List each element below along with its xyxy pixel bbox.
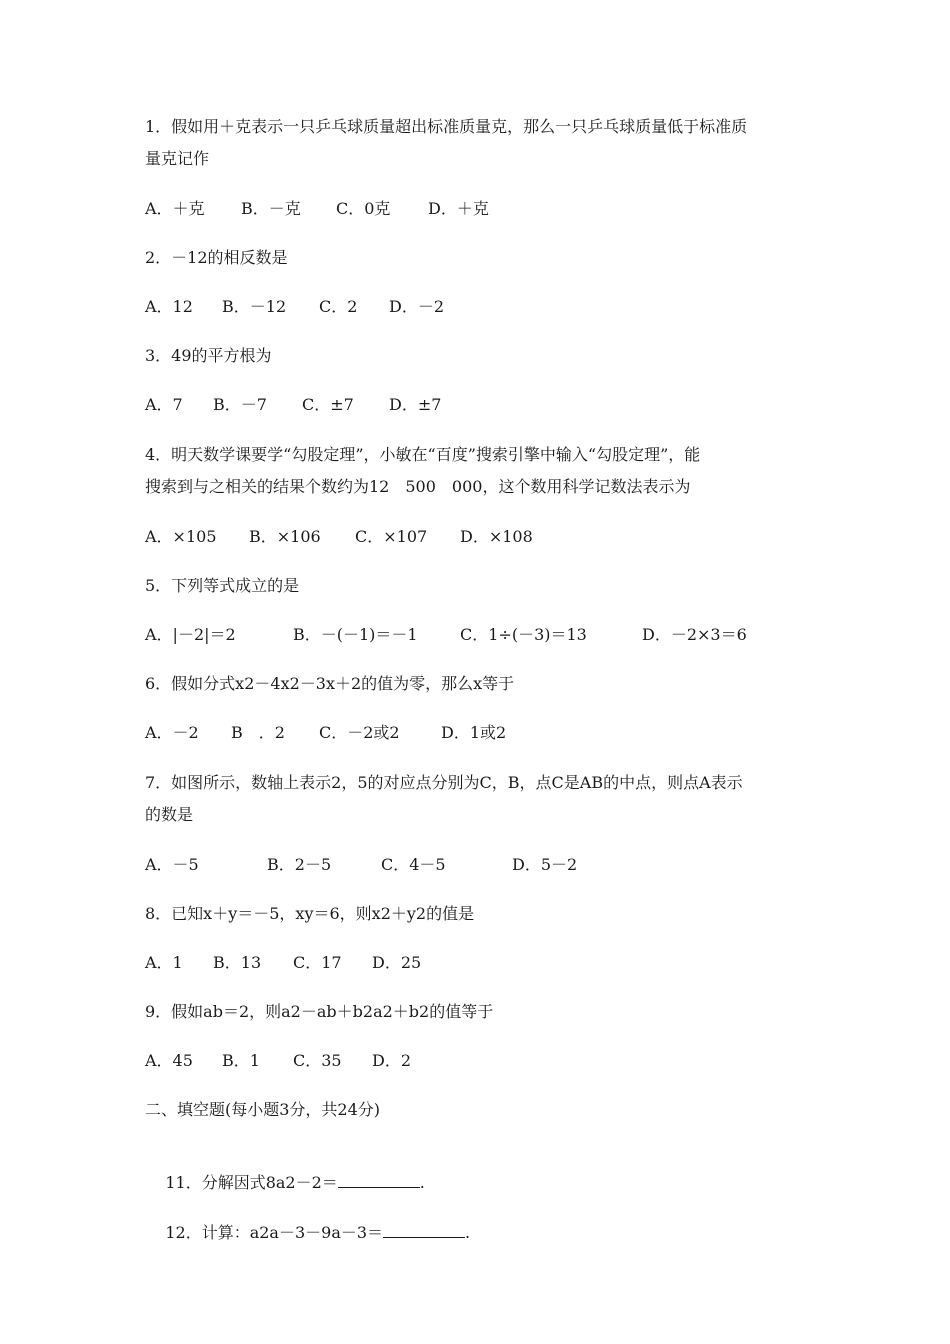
option-d: D．1或2 xyxy=(441,723,507,742)
fill-blank-11-text: 11．分解因式8a2－2＝ xyxy=(165,1173,338,1192)
option-c: C．－2或2 xyxy=(319,723,400,742)
option-a: A．－5 xyxy=(145,855,199,874)
question-9-line-1: 9．假如ab＝2，则a2－ab＋b2a2＋b2的值等于 xyxy=(145,1002,494,1021)
question-4-line-1: 4．明天数学课要学“勾股定理”，小敏在“百度”搜索引擎中输入“勾股定理”，能 xyxy=(145,445,701,464)
option-c: C．0克 xyxy=(336,199,391,218)
option-d: D．2 xyxy=(372,1051,412,1070)
option-b: B．2－5 xyxy=(267,855,332,874)
fill-blank-12 xyxy=(145,1199,815,1242)
section-title: 二、填空题(每小题3分，共24分) xyxy=(145,1100,381,1119)
option-d: D．25 xyxy=(372,953,422,972)
fill-blank-11-tail: . xyxy=(419,1173,425,1192)
option-b: B．－克 xyxy=(241,199,301,218)
question-7-line-2: 的数是 xyxy=(145,805,194,824)
option-d: D．5－2 xyxy=(512,855,578,874)
option-a: A．7 xyxy=(145,395,183,414)
option-a: A．1 xyxy=(145,953,183,972)
option-a: A．×105 xyxy=(145,527,217,546)
option-b: B．－7 xyxy=(213,395,267,414)
option-a: A．－2 xyxy=(145,723,199,742)
question-2-line-1: 2．－12的相反数是 xyxy=(145,248,288,267)
option-c: C．×107 xyxy=(355,527,428,546)
option-d: D．±7 xyxy=(389,395,442,414)
option-a: A．45 xyxy=(145,1051,193,1070)
option-c: C．35 xyxy=(293,1051,342,1070)
option-d: D．－2 xyxy=(389,297,445,316)
fill-blank-12-text: 12．计算：a2a－3－9a－3＝ xyxy=(165,1223,384,1242)
option-a: A．|－2|＝2 xyxy=(145,625,236,644)
option-d: D．＋克 xyxy=(428,199,489,218)
fill-blank-11 xyxy=(145,1149,815,1192)
question-6-line-1: 6．假如分式x2－4x2－3x＋2的值为零，那么x等于 xyxy=(145,674,515,693)
option-b: B．－(－1)＝－1 xyxy=(293,625,418,644)
question-4-line-2: 搜索到与之相关的结果个数约为12 500 000，这个数用科学记数法表示为 xyxy=(145,477,691,496)
option-b: B．×106 xyxy=(249,527,321,546)
answer-blank xyxy=(383,1221,465,1238)
option-c: C．±7 xyxy=(302,395,354,414)
answer-blank xyxy=(338,1171,420,1188)
option-c: C．4－5 xyxy=(381,855,446,874)
question-1-line-1: 1．假如用＋克表示一只乒乓球质量超出标准质量克，那么一只乒乓球质量低于标准质 xyxy=(145,117,748,136)
option-b: B．－12 xyxy=(222,297,287,316)
option-d: D．－2×3＝6 xyxy=(642,625,747,644)
option-a: A．＋克 xyxy=(145,199,205,218)
question-7-line-1: 7．如图所示，数轴上表示2，5的对应点分别为C，B，点C是AB的中点，则点A表示 xyxy=(145,773,743,792)
option-c: C．1÷(－3)＝13 xyxy=(460,625,587,644)
option-c: C．17 xyxy=(293,953,342,972)
question-5-line-1: 5．下列等式成立的是 xyxy=(145,576,300,595)
question-8-line-1: 8．已知x＋y＝－5，xy＝6，则x2＋y2的值是 xyxy=(145,904,475,923)
option-c: C．2 xyxy=(319,297,358,316)
question-1-line-2: 量克记作 xyxy=(145,149,210,168)
option-d: D．×108 xyxy=(460,527,533,546)
option-b: B．1 xyxy=(222,1051,260,1070)
fill-blank-12-tail: . xyxy=(465,1223,471,1242)
question-3-line-1: 3．49的平方根为 xyxy=(145,346,272,365)
option-a: A．12 xyxy=(145,297,193,316)
option-b: B ．2 xyxy=(231,723,285,742)
option-b: B．13 xyxy=(213,953,262,972)
